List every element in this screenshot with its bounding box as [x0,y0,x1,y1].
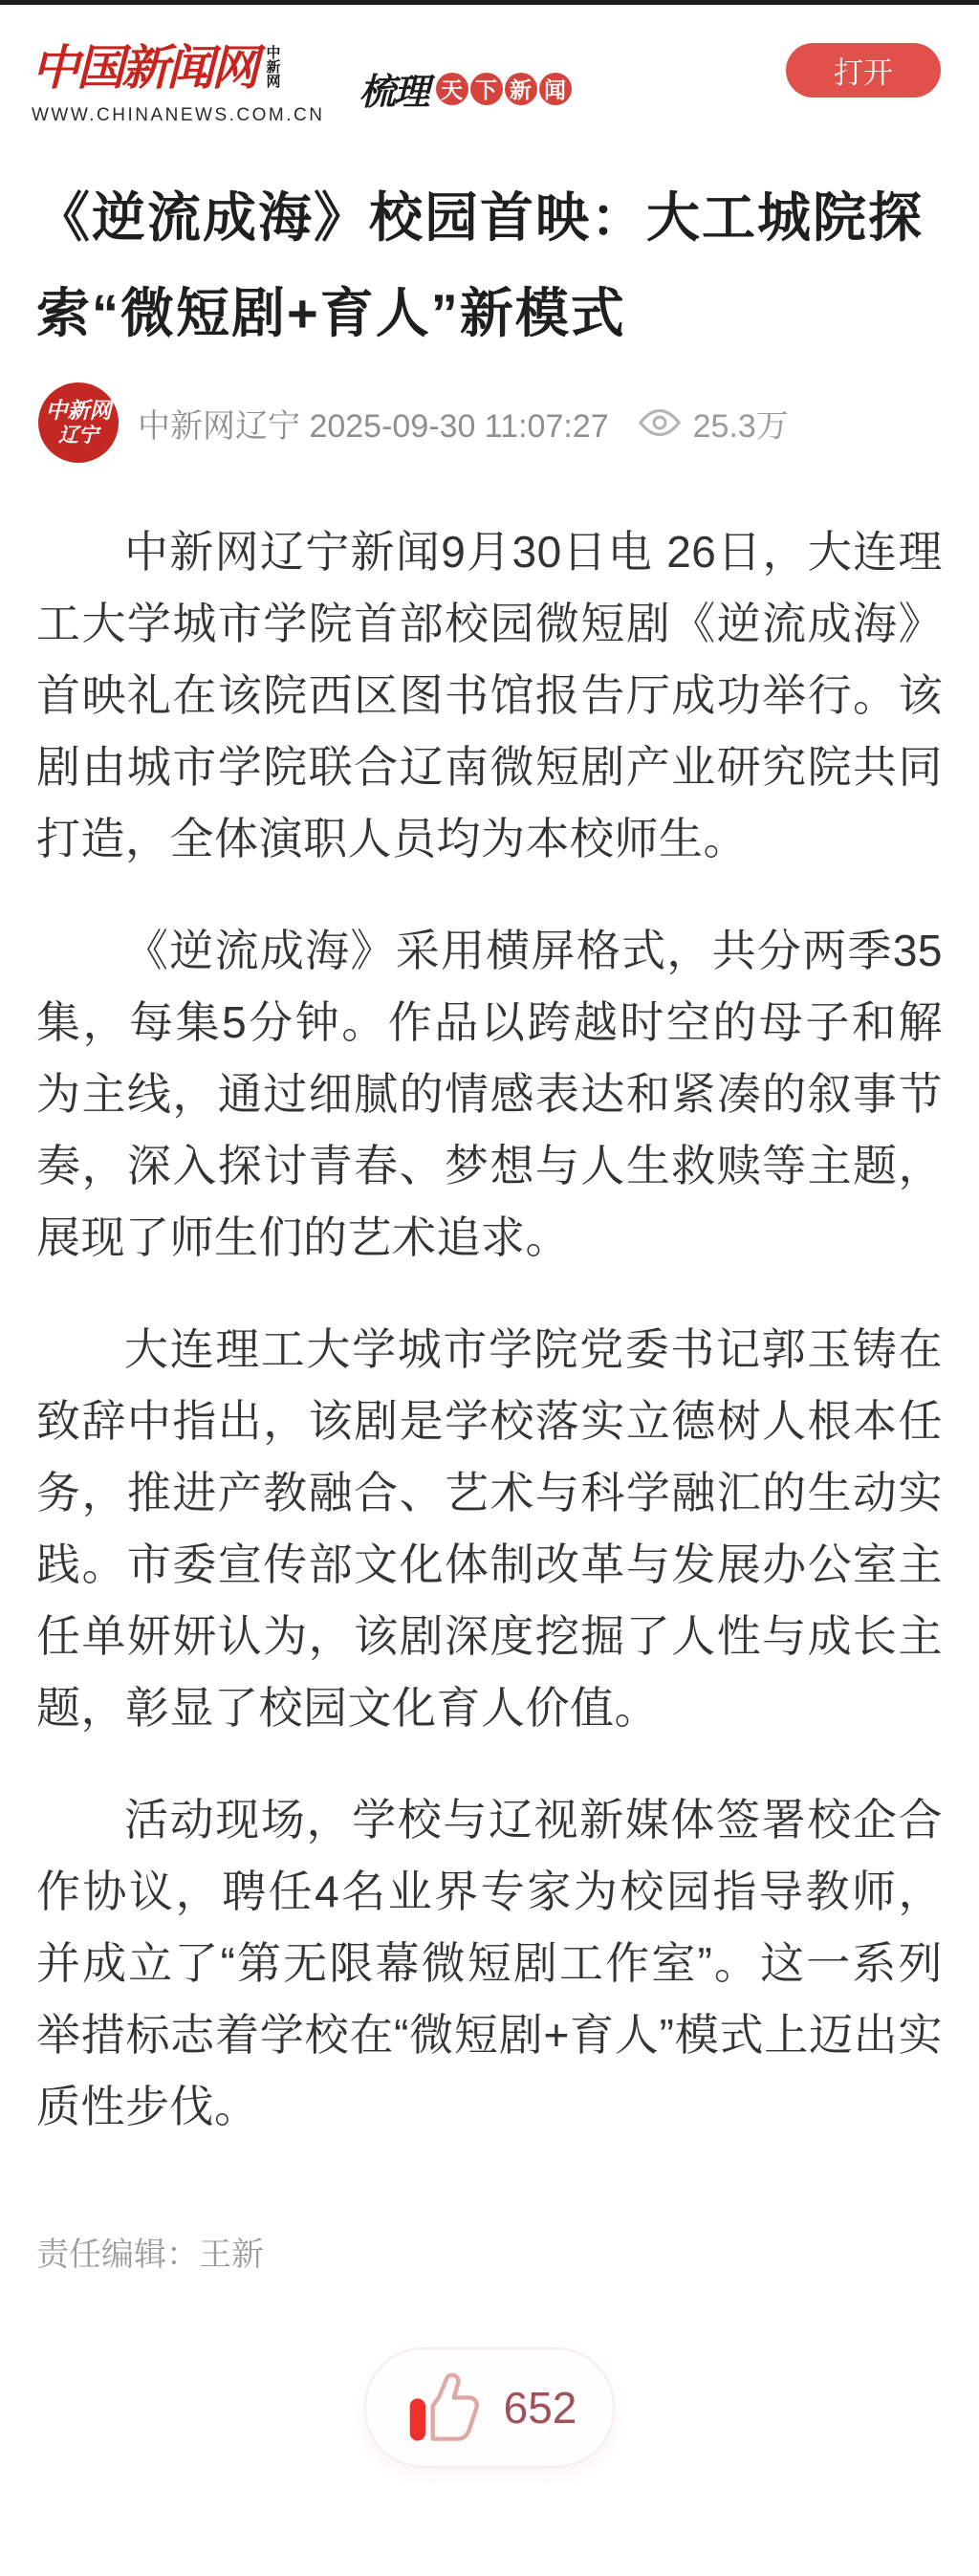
view-count-group [638,400,789,447]
thumbs-up-icon [402,2362,494,2454]
slogan-circle-char: 闻 [539,73,572,105]
logo-vertical-text: 中新网 [264,45,281,88]
avatar-text-bottom: 辽宁 [58,423,98,448]
article-title: 《逆流成海》校园首映：大工城院探索“微短剧+育人”新模式 [36,187,924,343]
editor-credit: 责任编辑：王新 [36,2237,264,2273]
slogan-circle-char: 下 [470,73,503,105]
avatar-text-top: 中新网 [45,397,112,424]
article-paragraph: 中新网辽宁新闻9月30日电 26日，大连理工大学城市学院首部校园微短剧《逆流成海》首映礼在该院西区图书馆报告厅成功举行。该剧由城市学院联合辽南微短剧产业研究院共同打造，全体演职人员均为本校师生。 [36,527,943,863]
article-paragraph: 活动现场，学校与辽视新媒体签署校企合作协议，聘任4名业界专家为校园指导教师，并成立了“第无限幕微短剧工作室”。这一系列举措标志着学校在“微短剧+育人”模式上迈出实质性步伐。 [36,1795,943,2131]
slogan-circle-char: 新 [505,73,537,105]
like-button[interactable] [364,2347,615,2468]
byline-row [38,382,941,463]
like-button-area [0,2347,979,2468]
source-and-timestamp: 中新网辽宁 2025-09-30 11:07:27 [138,407,609,445]
source-avatar-badge[interactable] [38,382,119,463]
logo-row [32,41,324,94]
slogan-prefix-text: 梳理 [359,70,428,113]
article-paragraph: 大连理工大学城市学院党委书记郭玉铸在致辞中指出，该剧是学校落实立德树人根本任务，推进产教融合、艺术与科学融汇的生动实践。市委宣传部文化体制改革与发展办公室主任单妍妍认为，该剧深度挖掘了人性与成长主题，彰显了校园文化育人价值。 [36,1324,943,1733]
logo-url-text: WWW.CHINANEWS.COM.CN [32,105,325,125]
open-app-button[interactable]: 打开 [786,43,941,98]
eye-icon [638,407,682,438]
site-header [0,5,979,126]
article-body [36,463,943,2143]
slogan-circle-char: 天 [436,73,468,105]
logo-calligraphy-text: 中国新闻网 [32,39,256,96]
article-paragraph: 《逆流成海》采用横屏格式，共分两季35集，每集5分钟。作品以跨越时空的母子和解为主线，通过细腻的情感表达和紧凑的叙事节奏，深入探讨青春、梦想与人生救赎等主题，展现了师生们的艺术追求。 [36,926,943,1262]
site-slogan [359,62,571,115]
like-count-text: 652 [503,2383,577,2433]
view-count-text: 25.3万 [692,407,789,445]
chinanews-logo[interactable] [32,41,324,126]
